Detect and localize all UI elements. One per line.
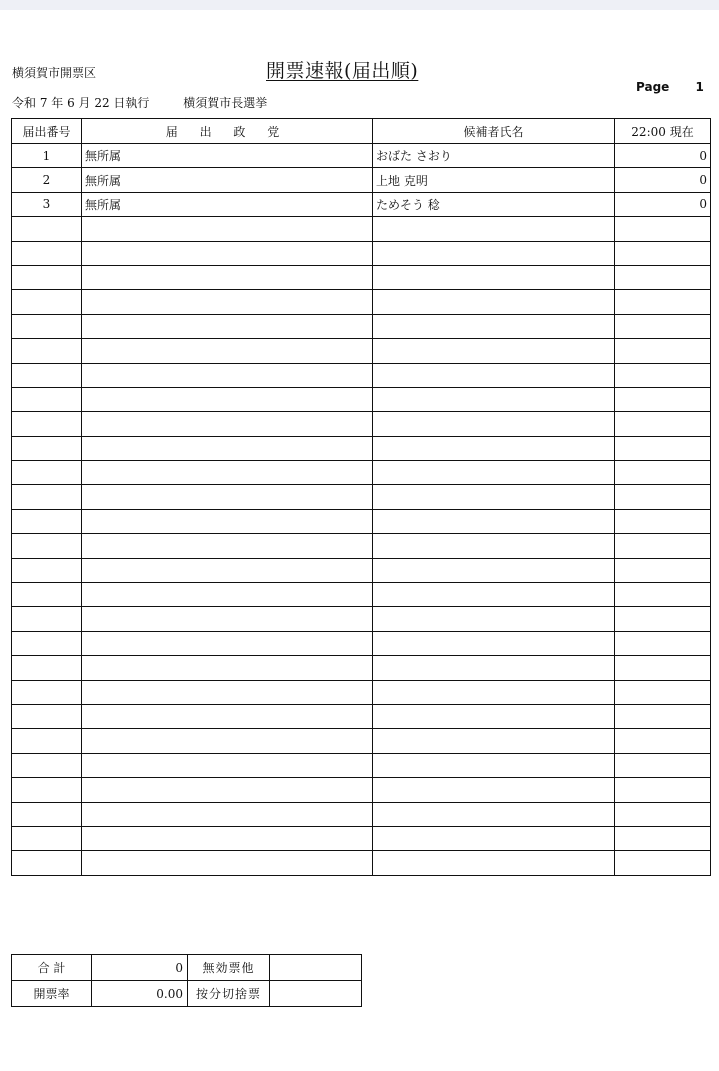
row-number — [12, 826, 82, 850]
row-votes: 0 — [615, 144, 711, 168]
row-number — [12, 387, 82, 411]
row-candidate — [373, 363, 615, 387]
row-party — [82, 680, 373, 704]
row-party — [82, 704, 373, 728]
row-candidate: ためそう 稔 — [373, 192, 615, 216]
row-votes — [615, 583, 711, 607]
row-candidate: 上地 克明 — [373, 168, 615, 192]
row-candidate — [373, 265, 615, 289]
empty-row — [12, 851, 711, 875]
row-candidate — [373, 826, 615, 850]
invalid-label: 無効票他 — [188, 955, 270, 981]
row-votes: 0 — [615, 168, 711, 192]
row-votes — [615, 485, 711, 509]
row-votes — [615, 851, 711, 875]
empty-row — [12, 826, 711, 850]
empty-row — [12, 680, 711, 704]
row-party — [82, 558, 373, 582]
empty-row — [12, 558, 711, 582]
row-candidate — [373, 290, 615, 314]
row-party — [82, 607, 373, 631]
row-party — [82, 802, 373, 826]
row-party — [82, 436, 373, 460]
row-votes — [615, 680, 711, 704]
row-votes — [615, 217, 711, 241]
table-row — [12, 168, 711, 192]
row-votes — [615, 826, 711, 850]
empty-row — [12, 387, 711, 411]
row-party: 無所属 — [82, 168, 373, 192]
row-party — [82, 241, 373, 265]
empty-row — [12, 753, 711, 777]
row-number — [12, 729, 82, 753]
ward-name: 横須賀市開票区 — [12, 66, 97, 80]
top-bar — [0, 0, 719, 10]
election-date: 令和 7 年 6 月 22 日執行 — [12, 96, 150, 110]
row-party — [82, 485, 373, 509]
empty-row — [12, 461, 711, 485]
page-title: 開票速報(届出順) — [266, 60, 419, 82]
row-party — [82, 387, 373, 411]
row-number — [12, 778, 82, 802]
row-votes — [615, 778, 711, 802]
empty-row — [12, 265, 711, 289]
row-number — [12, 656, 82, 680]
row-number — [12, 607, 82, 631]
row-number — [12, 290, 82, 314]
row-candidate — [373, 802, 615, 826]
row-votes — [615, 802, 711, 826]
election-name: 横須賀市長選挙 — [183, 96, 268, 110]
row-candidate — [373, 461, 615, 485]
summary-table — [11, 954, 362, 1007]
row-number: 3 — [12, 192, 82, 216]
row-party — [82, 363, 373, 387]
row-party — [82, 583, 373, 607]
row-votes — [615, 290, 711, 314]
empty-row — [12, 607, 711, 631]
row-number — [12, 558, 82, 582]
row-candidate — [373, 607, 615, 631]
row-number — [12, 802, 82, 826]
results-table — [11, 118, 711, 876]
row-votes — [615, 729, 711, 753]
row-number — [12, 753, 82, 777]
table-header-row — [12, 119, 711, 144]
row-candidate — [373, 851, 615, 875]
row-party — [82, 509, 373, 533]
row-number — [12, 265, 82, 289]
summary-row-rate — [12, 981, 362, 1007]
empty-row — [12, 534, 711, 558]
total-label: 合 計 — [12, 955, 92, 981]
row-party — [82, 656, 373, 680]
row-votes — [615, 241, 711, 265]
row-votes — [615, 534, 711, 558]
row-number — [12, 509, 82, 533]
rate-value: 0.00 — [92, 981, 188, 1007]
row-candidate — [373, 631, 615, 655]
row-party — [82, 753, 373, 777]
empty-row — [12, 217, 711, 241]
empty-row — [12, 339, 711, 363]
row-number — [12, 217, 82, 241]
row-number — [12, 704, 82, 728]
row-candidate — [373, 704, 615, 728]
row-candidate — [373, 241, 615, 265]
empty-row — [12, 583, 711, 607]
row-candidate — [373, 339, 615, 363]
empty-row — [12, 704, 711, 728]
row-party — [82, 461, 373, 485]
row-party — [82, 826, 373, 850]
table-row — [12, 192, 711, 216]
row-candidate — [373, 729, 615, 753]
page-label: Page — [636, 80, 670, 94]
row-candidate — [373, 485, 615, 509]
row-number — [12, 534, 82, 558]
row-number — [12, 680, 82, 704]
total-value: 0 — [92, 955, 188, 981]
page-indicator — [636, 80, 704, 94]
row-number — [12, 412, 82, 436]
row-party — [82, 412, 373, 436]
row-number — [12, 631, 82, 655]
col-header-number: 届出番号 — [12, 119, 82, 144]
row-votes — [615, 412, 711, 436]
row-number: 2 — [12, 168, 82, 192]
row-party — [82, 851, 373, 875]
row-votes — [615, 461, 711, 485]
row-candidate — [373, 656, 615, 680]
row-party — [82, 314, 373, 338]
row-candidate — [373, 534, 615, 558]
invalid-value — [270, 955, 362, 981]
row-candidate — [373, 387, 615, 411]
row-party — [82, 534, 373, 558]
row-candidate — [373, 778, 615, 802]
empty-row — [12, 656, 711, 680]
row-votes — [615, 363, 711, 387]
row-votes — [615, 314, 711, 338]
row-votes — [615, 704, 711, 728]
row-party — [82, 339, 373, 363]
row-votes — [615, 631, 711, 655]
row-candidate — [373, 558, 615, 582]
row-candidate — [373, 509, 615, 533]
row-candidate — [373, 680, 615, 704]
row-party — [82, 778, 373, 802]
row-votes — [615, 387, 711, 411]
row-number — [12, 339, 82, 363]
page-number: 1 — [695, 80, 704, 94]
row-votes — [615, 339, 711, 363]
empty-row — [12, 436, 711, 460]
empty-row — [12, 509, 711, 533]
row-number — [12, 314, 82, 338]
empty-row — [12, 290, 711, 314]
row-party — [82, 290, 373, 314]
row-candidate — [373, 583, 615, 607]
row-votes — [615, 265, 711, 289]
empty-row — [12, 314, 711, 338]
row-votes — [615, 656, 711, 680]
row-votes — [615, 558, 711, 582]
row-number — [12, 461, 82, 485]
election-info — [12, 94, 267, 111]
row-party: 無所属 — [82, 144, 373, 168]
empty-row — [12, 631, 711, 655]
row-party — [82, 631, 373, 655]
empty-row — [12, 485, 711, 509]
row-number — [12, 241, 82, 265]
row-number — [12, 583, 82, 607]
row-candidate — [373, 436, 615, 460]
col-header-party: 届 出 政 党 — [82, 119, 373, 144]
row-number — [12, 436, 82, 460]
row-votes — [615, 753, 711, 777]
row-number — [12, 851, 82, 875]
fraction-label: 按分切捨票 — [188, 981, 270, 1007]
row-number — [12, 485, 82, 509]
empty-row — [12, 729, 711, 753]
row-number: 1 — [12, 144, 82, 168]
row-votes — [615, 509, 711, 533]
col-header-votes: 22:00 現在 — [615, 119, 711, 144]
empty-row — [12, 241, 711, 265]
row-party — [82, 265, 373, 289]
row-candidate — [373, 412, 615, 436]
fraction-value — [270, 981, 362, 1007]
row-candidate — [373, 753, 615, 777]
row-votes — [615, 436, 711, 460]
table-row — [12, 144, 711, 168]
empty-row — [12, 778, 711, 802]
row-party: 無所属 — [82, 192, 373, 216]
empty-row — [12, 363, 711, 387]
col-header-candidate: 候補者氏名 — [373, 119, 615, 144]
row-votes: 0 — [615, 192, 711, 216]
summary-row-total — [12, 955, 362, 981]
row-number — [12, 363, 82, 387]
row-candidate — [373, 217, 615, 241]
row-party — [82, 729, 373, 753]
rate-label: 開票率 — [12, 981, 92, 1007]
row-party — [82, 217, 373, 241]
row-votes — [615, 607, 711, 631]
empty-row — [12, 802, 711, 826]
row-candidate — [373, 314, 615, 338]
row-candidate: おばた さおり — [373, 144, 615, 168]
empty-row — [12, 412, 711, 436]
